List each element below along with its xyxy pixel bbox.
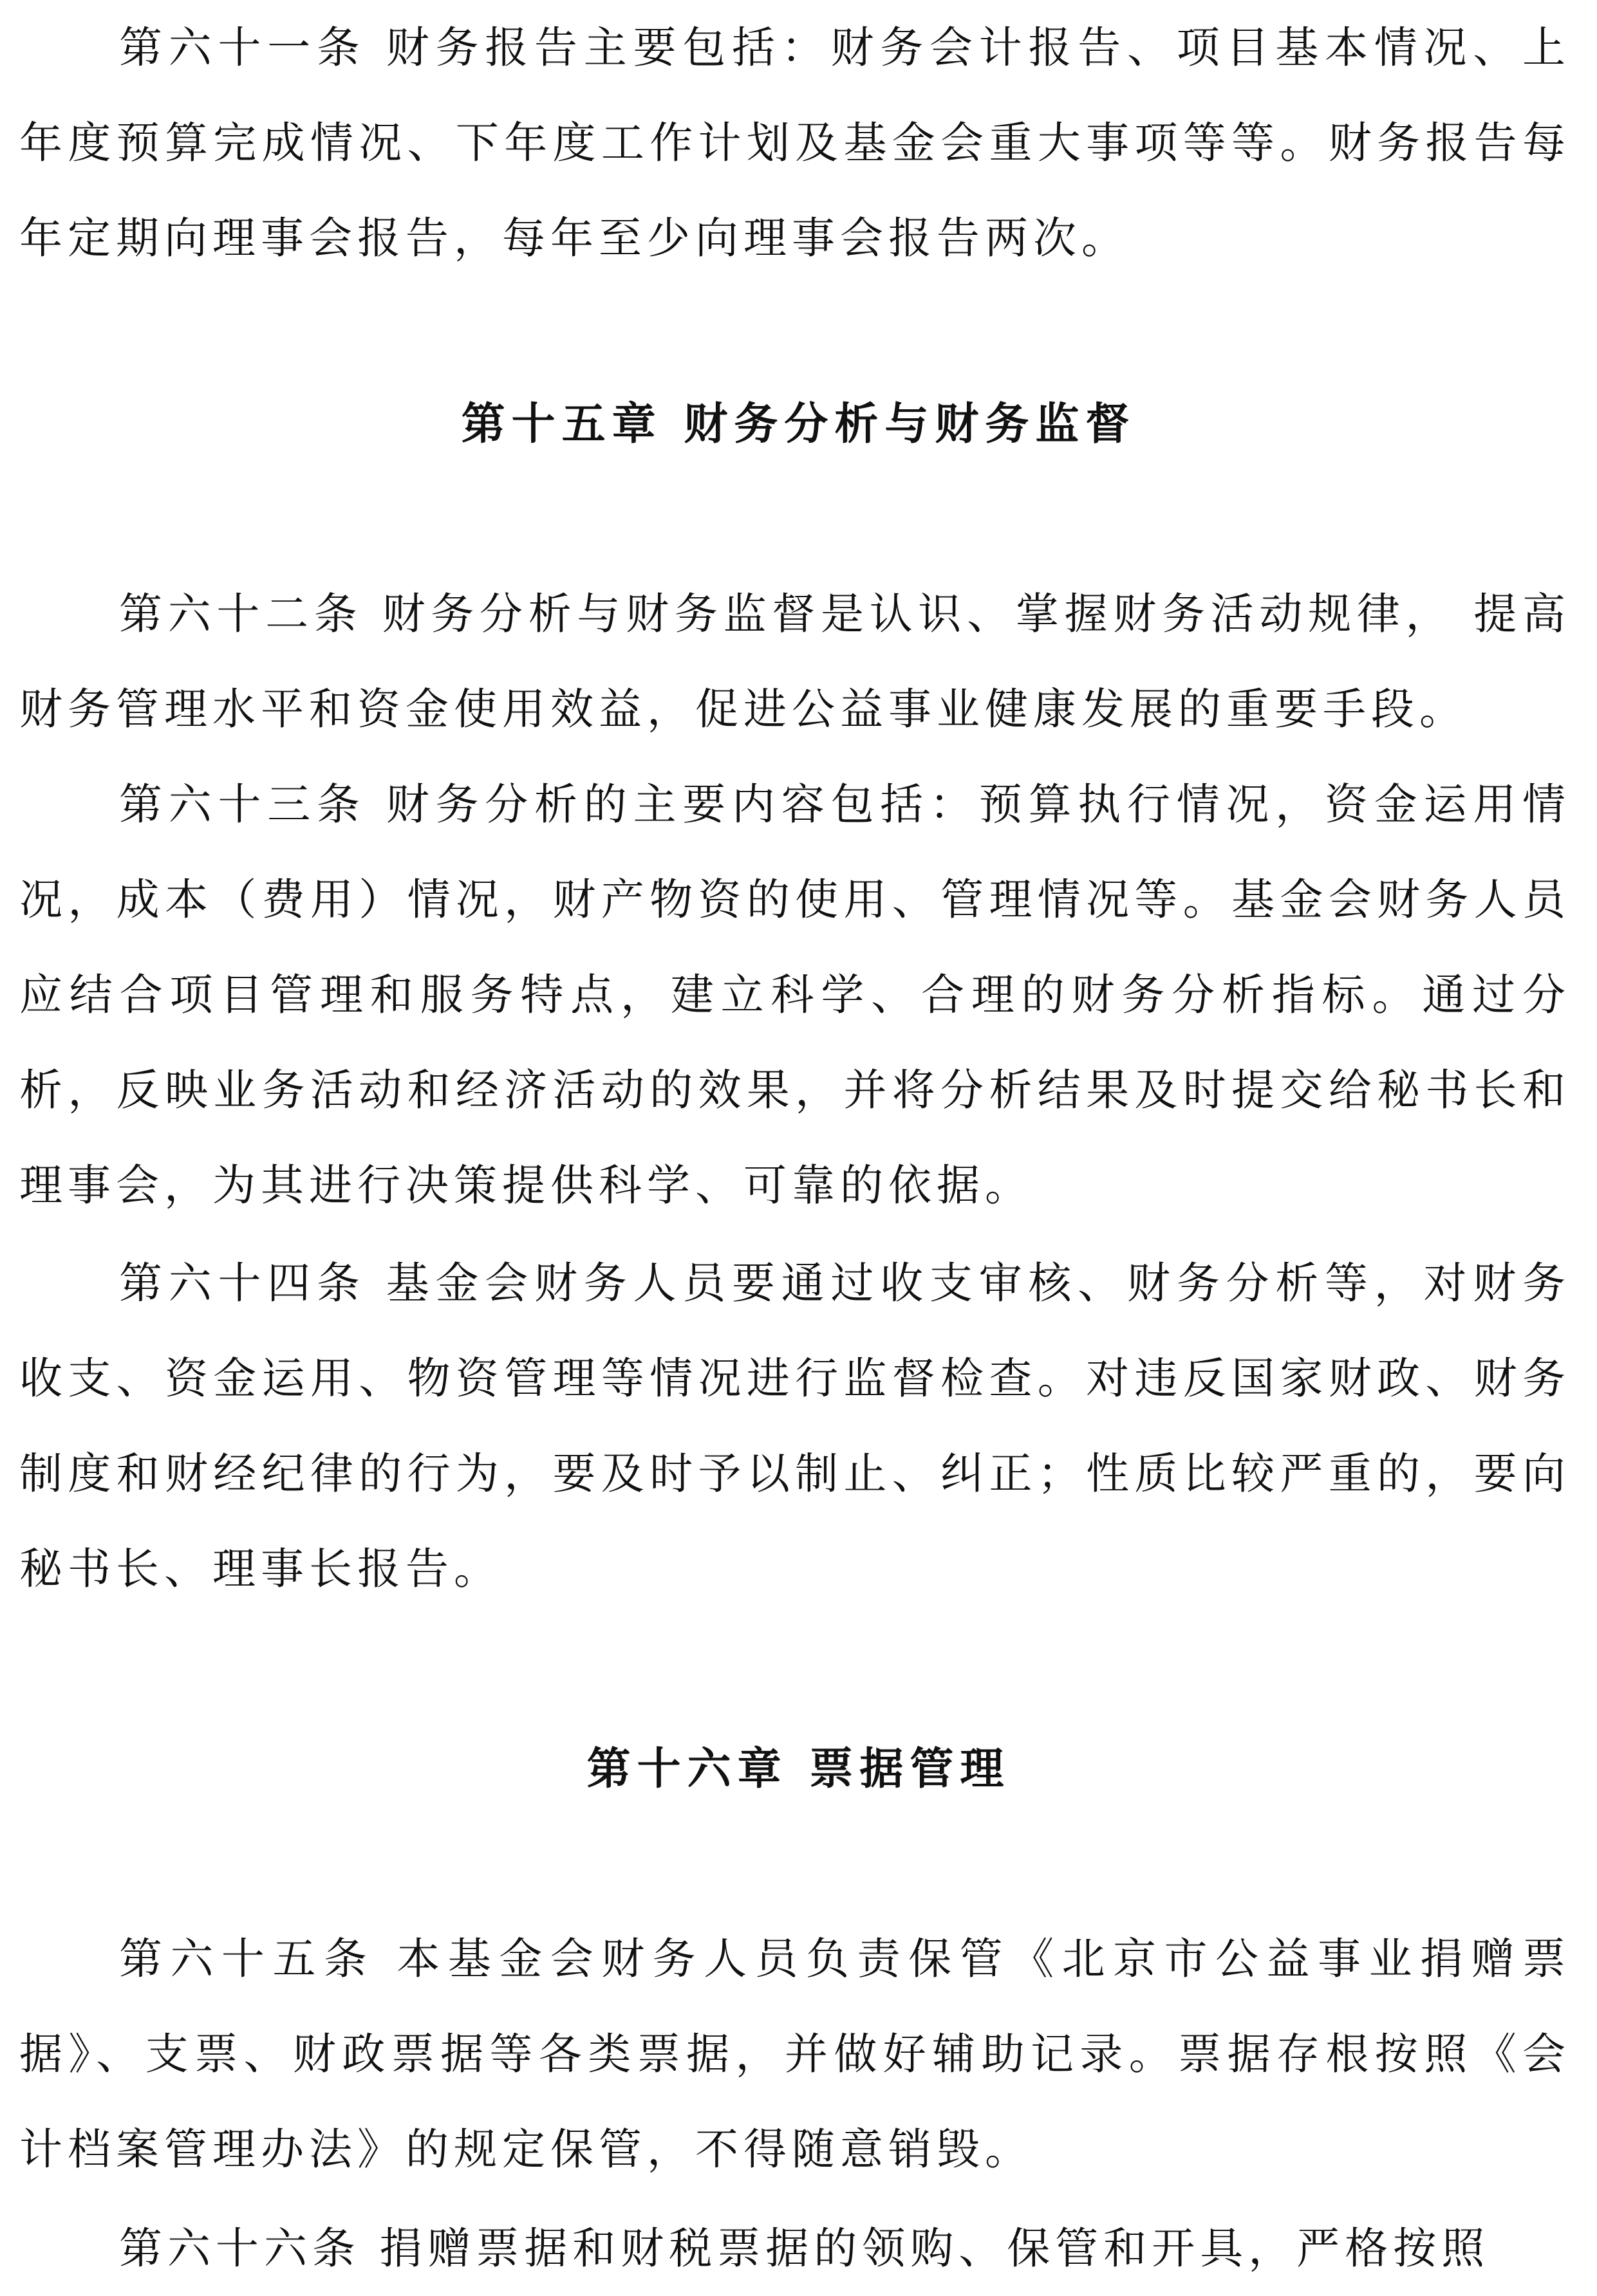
article-64-paragraph: 第六十四条 基金会财务人员要通过收支审核、财务分析等，对财务收支、资金运用、物资管理等情况进行监督检查。对违反国家财政、财务制度和财经纪律的行为，要及时予以制止、纠正；性质比较严重的，要向秘书长、理事长报告。: [19, 1258, 1571, 1594]
chapter-16-heading: 第十六章 票据管理: [586, 1744, 1011, 1795]
article-63-paragraph: 第六十三条 财务分析的主要内容包括：预算执行情况，资金运用情况，成本（费用）情况，财产物资的使用、管理情况等。基金会财务人员应结合项目管理和服务特点，建立科学、合理的财务分析指标。通过分析，反映业务活动和经济活动的效果，并将分析结果及时提交给秘书长和理事会，为其进行决策提供科学、可靠的依据。: [19, 779, 1571, 1210]
chapter-15-heading: 第十五章 财务分析与财务监督: [461, 399, 1136, 450]
article-62-paragraph: 第六十二条 财务分析与财务监督是认识、掌握财务活动规律， 提高财务管理水平和资金使用效益，促进公益事业健康发展的重要手段。: [19, 589, 1571, 734]
article-65-paragraph: 第六十五条 本基金会财务人员负责保管《北京市公益事业捐赠票据》、支票、财政票据等各类票据，并做好辅助记录。票据存根按照《会计档案管理办法》的规定保管，不得随意销毁。: [19, 1934, 1571, 2174]
article-66-paragraph: 第六十六条 捐赠票据和财税票据的领购、保管和开具，严格按照: [119, 2223, 1490, 2273]
article-61-paragraph: 第六十一条 财务报告主要包括：财务会计报告、项目基本情况、上年度预算完成情况、下年度工作计划及基金会重大事项等等。财务报告每年定期向理事会报告，每年至少向理事会报告两次。: [19, 23, 1571, 263]
